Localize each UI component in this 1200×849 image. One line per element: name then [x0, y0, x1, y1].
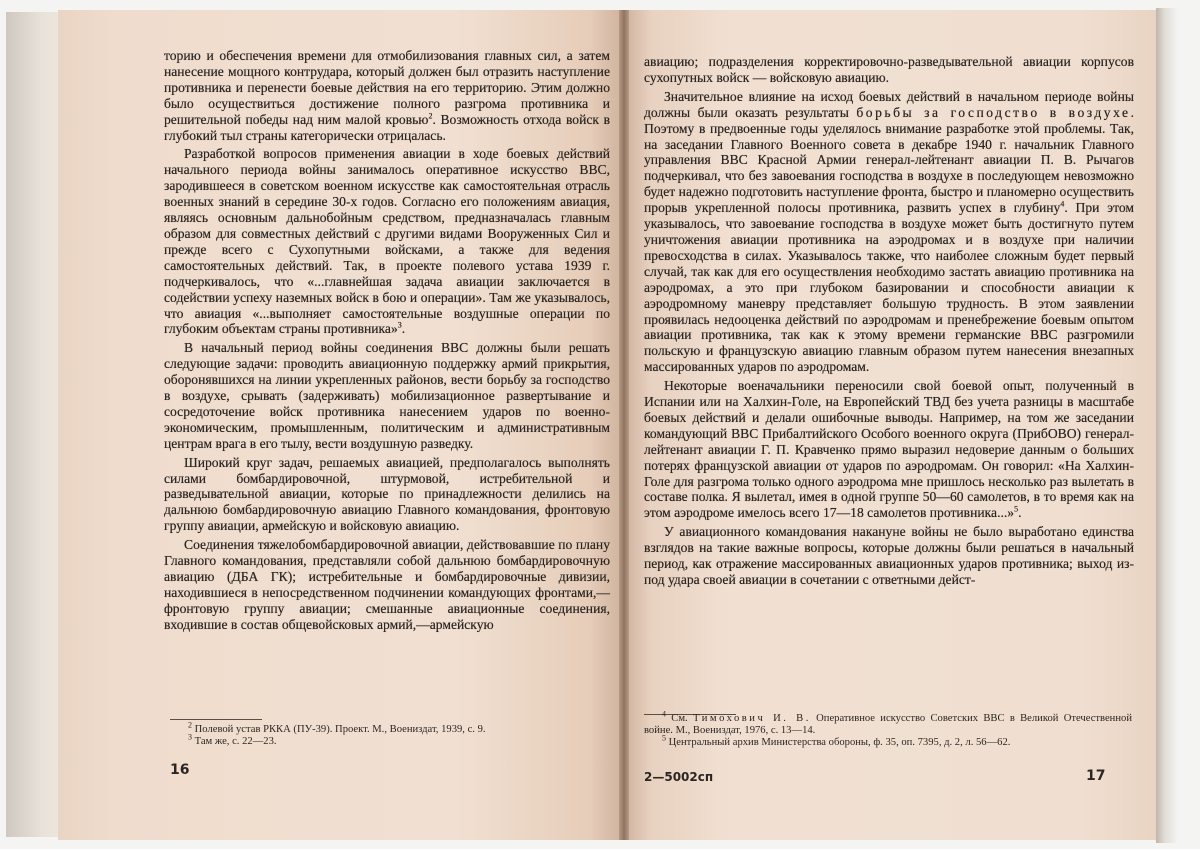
- text-run: Разработкой вопросов применения авиации в ходе боевых действий начального периода войны занималось оперативное искусство ВВС, зародившееся в советском военном искусстве как самостоятельная отрасль военных знаний в середине 30-х годов. Согласно его положениям авиация, являясь основным дальнобойным средством, предназначалась главным образом для совместных действий с другими видами Вооруженных Сил и прежде всего с Сухопутными войсками, а также для ведения самостоятельных действий. Так, в проекте полевого устава 1939 г. подчеркивалось, что «...главнейшая задача авиации заключается в содействии успеху наземных войск в бою и операции». Там же указывалось, что авиация «...выполняет самостоятельные воздушные операции по глубоким объектам страны противника»: [164, 146, 610, 337]
- left-footnotes: [170, 720, 606, 748]
- footnote-marker: 4: [662, 709, 666, 719]
- footnote-marker: 2: [428, 111, 433, 121]
- footnote-marker: 2: [188, 720, 192, 730]
- left-page-number: 16: [170, 762, 190, 778]
- right-page-body: [644, 54, 1134, 588]
- text-run: .: [1018, 505, 1022, 521]
- book-gutter: [619, 10, 629, 840]
- footnote-marker: 5: [662, 733, 666, 743]
- paragraph: [164, 146, 610, 337]
- paragraph: [644, 524, 1134, 588]
- text-run: Значительное влияние на исход боевых действий в начальном периоде войны должны были оказать результаты: [644, 88, 1134, 120]
- text-run: . Поэтому в предвоенные годы уделялось внимание разработке этой проблемы. Так, на заседании Главного Военного совета в декабре 1940 г. начальник Главного управления ВВС Красной Армии генерал-лейтенант авиации П. В. Рычагов подчеркивал, что без завоевания господства в воздухе в последующем невозможно будет надежно подготовить наступление фронта, быстро и планомерно осуществить прорыв укрепленной полосы противника, развить успех в глубину: [644, 104, 1134, 216]
- text-run: Там же, с. 22—23.: [192, 736, 277, 748]
- paragraph: [644, 89, 1134, 375]
- paragraph: [644, 54, 1134, 86]
- book-edge-right: [1156, 8, 1178, 843]
- text-run: . Возможность отхода войск в глубокий тыл страны категорически отрицалась.: [164, 111, 610, 143]
- right-footnotes: [644, 709, 1132, 750]
- text-run: В начальный период войны соединения ВВС должны были решать следующие задачи: проводить авиационную поддержку армий прикрытия, оборонявшихся на линии укрепленных районов, вести борьбу за господство в воздухе, срывать (задерживать) мобилизационное развертывание и сосредоточение войск противника нанесением ударов по военно-экономическим, промышленным, политическим и административным центрам врага в его тылу, вести воздушную разведку.: [164, 340, 610, 451]
- paragraph: [164, 340, 610, 451]
- text-run: Соединения тяжелобомбардировочной авиации, действовавшие по плану Главного командования, представляли собой дальнюю бомбардировочную авиацию (ДБА ГК); истребительные и бомбардировочные дивизии, находившиеся в непосредственном подчинении командующих фронтами,—фронтовую группу авиации; смешанные авиационные соединения, входившие в состав общевойсковых армий,—армейскую: [164, 537, 610, 632]
- footnote-marker: 4: [1060, 199, 1065, 209]
- footnote-marker: 3: [188, 732, 192, 742]
- footnote: [644, 733, 1132, 749]
- text-run: . При этом указывалось, что завоевание господства в воздухе может быть достигнуто путем уничтожения авиации противника на аэродромах и в воздухе при наличии превосходства в силах. Указывалось также, что наиболее сложным будет первый случай, так как для его осуществления необходимо застать авиацию противника на аэродромах, а это при глубоком базировании и способности авиации к аэродромному маневру представляет большую трудность. В этом заявлении проявилась недооценка действий по аэродромам и пренебрежение боевым опытом авиации противника, так как к этому времени германские ВВС разгромили польскую и французскую авиацию главным образом путем нанесения внезапных массированных ударов по аэродромам.: [644, 200, 1135, 375]
- left-page: [58, 10, 624, 840]
- signature-mark: 2—5002сп: [644, 770, 714, 784]
- footnote: [170, 732, 606, 748]
- text-run: См.: [666, 713, 693, 724]
- right-page-number: 17: [1086, 768, 1106, 784]
- left-page-body: [164, 48, 610, 633]
- paragraph: [164, 48, 610, 143]
- footnote-marker: 5: [1014, 504, 1019, 514]
- footnote-marker: 3: [397, 320, 402, 330]
- paragraph: [164, 455, 610, 535]
- spaced-emphasis: борьбы за господство в воздухе: [856, 104, 1131, 120]
- paragraph: [164, 537, 610, 632]
- text-run: торию и обеспечения времени для отмобилизования главных сил, а затем нанесение мощного контрудара, который должен был отразить наступление противника и перенести боевые действия на его территорию. Этим должно было осуществиться достижение полного разгрома противника и решительной победы над ним малой кровью: [164, 48, 610, 127]
- text-run: .: [401, 321, 406, 337]
- footnote: [644, 709, 1132, 737]
- text-run: Полевой устав РККА (ПУ-39). Проект. М., Воениздат, 1939, с. 9.: [192, 724, 486, 735]
- book-edge-left: [6, 12, 66, 837]
- text-run: авиацию; подразделения корректировочно-разведывательной авиации корпусов сухопутных войск — войсковую авиацию.: [644, 54, 1134, 85]
- footnote: [170, 720, 606, 736]
- text-run: У авиационного командования накануне войны не было выработано единства взглядов на такие важные вопросы, которые должны были решаться в начальный период, как отражение массированных авиационных ударов противника; выход из-под удара своей авиации в сочетании с ответными дейст-: [644, 524, 1134, 587]
- text-run: Центральный архив Министерства обороны, ф. 35, оп. 7395, д. 2, л. 56—62.: [666, 737, 1011, 749]
- left-footnote-rule: [170, 719, 262, 720]
- text-run: Некоторые военачальники переносили свой боевой опыт, полученный в Испании или на Халхин-Голе, на Европейский ТВД без учета разницы в масштабе боевых действий и делали ошибочные выводы. Например, на том же заседании командующий ВВС Прибалтийского Особого военного округа (ПрибОВО) генерал-лейтенант авиации Г. П. Кравченко прямо выразил недоверие данным о больших потерях французской авиации от ударов по аэродромам. Он говорил: «На Халхин-Голе для разгрома только одного аэродрома мне пришлось несколько раз вылетать в составе полка. Я вылетал, имея в одной группе 50—60 самолетов, в то время как на этом аэродроме имелось всего 17—18 самолетов противника...»: [644, 378, 1134, 521]
- paragraph: [644, 378, 1134, 521]
- text-run: Оперативное искусство Советских ВВС в Великой Отечественной войне. М., Воениздат, 1976, с. 13—14.: [644, 713, 1132, 737]
- text-run: Широкий круг задач, решаемых авиацией, предполагалось выполнять силами бомбардировочной, штурмовой, истребительной и разведывательной авиации, которые по принадлежности делились на дальнюю бомбардировочную авиацию Главного командования, фронтовую группу авиации, армейскую и войсковую авиацию.: [164, 454, 610, 534]
- spaced-emphasis: Тимохович И. В.: [692, 713, 811, 724]
